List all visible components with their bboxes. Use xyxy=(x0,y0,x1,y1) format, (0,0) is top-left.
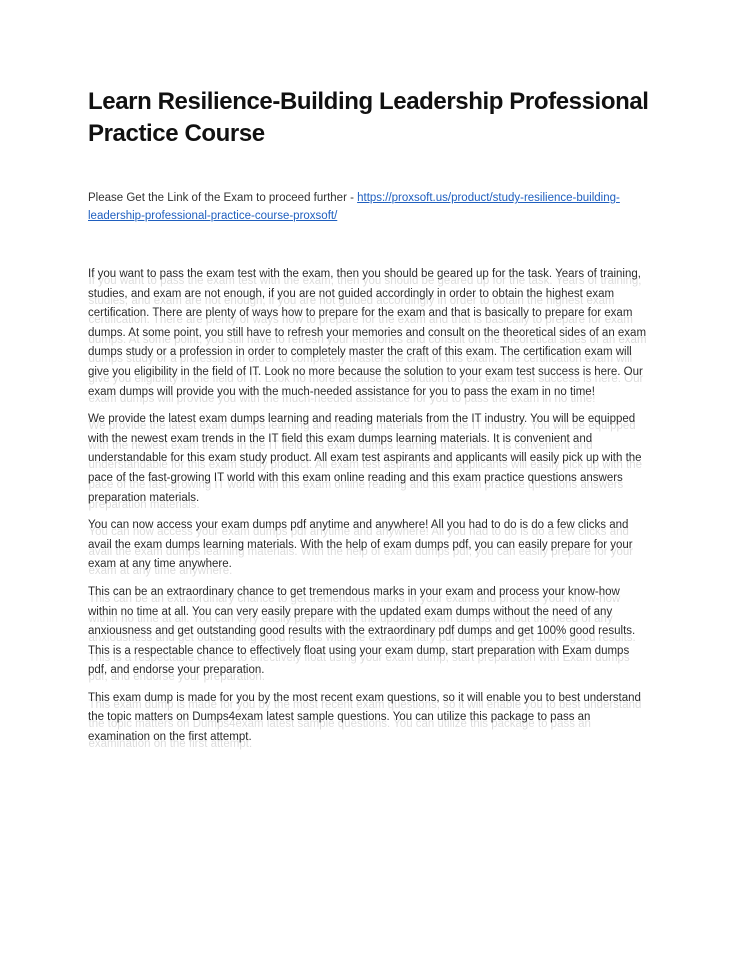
paragraph: This exam dump is made for you by the most recent exam questions, so it will enable you to best understand the topic matters on Dumps4exam latest sample questions. You can utilize this package to pass an examination on the first attempt. xyxy=(88,691,641,744)
body-text xyxy=(88,265,651,748)
paragraph: If you want to pass the exam test with the exam, then you should be geared up for the task. Years of training, studies, and exam are not enough, if you are not guided accordingly in order to obtain the highest exam certification. There are plenty of ways how to prepare for the exam and that is basically to prepare for exam dumps. At some point, you still have to refresh your memories and consult on the theoretical sides of an exam dumps study or a profession in order to completely master the craft of this exam. The certification exam will give you eligibility in the field of IT. Look no more because the solution to your exam test success is here. Our exam dumps will provide you with the much-needed assistance for you to pass the exam in no time! xyxy=(88,268,647,398)
paragraph: This can be an extraordinary chance to get tremendous marks in your exam and process your know-how within no time at all. You can very easily prepare with the updated exam dumps without the need of any anxiousness and get outstanding good results with the extraordinary pdf dumps and get 100% good results. This is a respectable chance to effectively float using your exam dump, start preparation with Exam dumps pdf, and endorse your preparation. xyxy=(88,585,636,677)
paragraph: We provide the latest exam dumps learning and reading materials from the IT industry. You will be equipped with the newest exam trends in the IT field this exam dumps learning materials. It is convenient and understandable for this exam study product. All exam test aspirants and applicants will easily pick up with the pace of the fast-growing IT world with this exam online reading and this exam practice questions answers preparation materials. xyxy=(88,413,642,504)
intro-text: Please Get the Link of the Exam to proceed further - xyxy=(88,192,358,204)
document-title: Learn Resilience-Building Leadership Professional Practice Course xyxy=(88,88,649,147)
exam-link[interactable]: https://proxsoft.us/product/study-resilience-building-leadership-professional-practice-course-proxsoft/ xyxy=(88,192,620,222)
intro-line xyxy=(88,189,651,225)
paragraph: You can now access your exam dumps pdf anytime and anywhere! All you had to do is do a few clicks and avail the exam dumps learning materials. With the help of exam dumps pdf, you can easily prepare for your exam at any time anywhere. xyxy=(88,519,633,571)
